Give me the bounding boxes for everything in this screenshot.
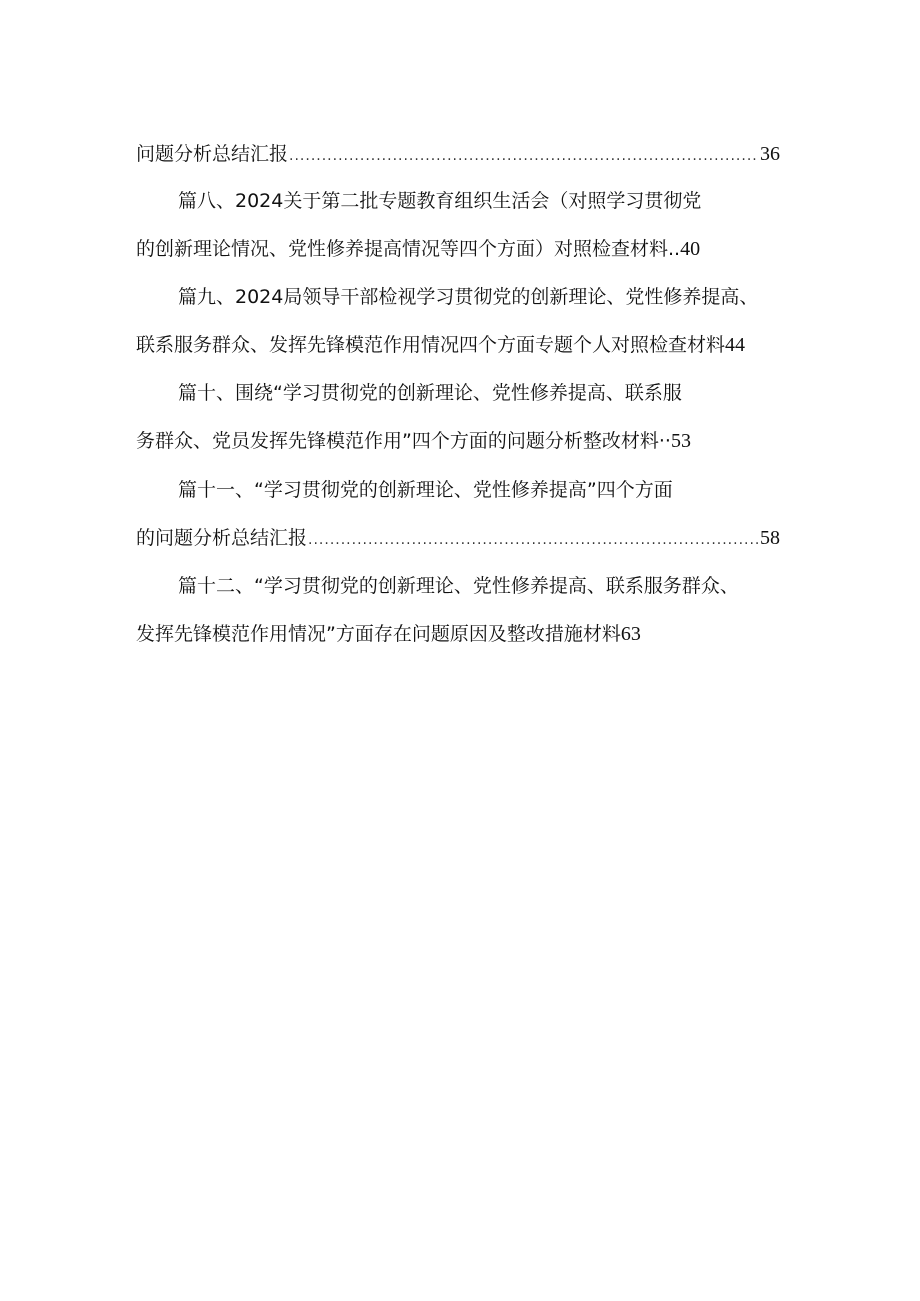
toc-entry-title-cont: 联系服务群众、发挥先锋模范作用情况四个方面专题个人对照检查材料 (136, 334, 726, 356)
toc-entry-11-line1[interactable] (178, 475, 780, 505)
toc-entry-10-line2[interactable] (136, 426, 780, 456)
toc-entry-8-line2[interactable] (136, 234, 780, 264)
toc-entry-9-line2[interactable] (136, 330, 780, 360)
toc-page-number: 36 (760, 143, 780, 165)
toc-entry-title: 篇八、2024关于第二批专题教育组织生活会（对照学习贯彻党 (178, 190, 702, 212)
toc-entry-continuation[interactable] (136, 139, 780, 169)
toc-entry-title-cont: 的创新理论情况、党性修养提高情况等四个方面）对照检查材料.. (136, 238, 681, 260)
toc-leader-dots (308, 525, 759, 553)
toc-entry-title-cont: 的问题分析总结汇报 (136, 527, 308, 549)
toc-entry-title: 篇十二、“学习贯彻党的创新理论、党性修养提高、联系服务群众、 (178, 575, 739, 597)
toc-page-number: 53 (670, 430, 691, 452)
toc-entry-9-line1[interactable] (178, 282, 780, 312)
toc-entry-10-line1[interactable] (178, 378, 780, 408)
toc-page-number: 40 (680, 238, 701, 260)
toc-entry-12-line2[interactable] (136, 619, 780, 649)
toc-entry-12-line1[interactable] (178, 571, 780, 601)
toc-entry-title: 篇十、围绕“学习贯彻党的创新理论、党性修养提高、联系服 (178, 382, 682, 404)
toc-entry-title-cont: 发挥先锋模范作用情况”方面存在问题原因及整改措施材料 (136, 623, 621, 645)
toc-entry-title: 问题分析总结汇报 (136, 143, 289, 165)
toc-entry-title-cont: 务群众、党员发挥先锋模范作用”四个方面的问题分析整改材料·· (136, 430, 671, 452)
toc-entry-8-line1[interactable] (178, 186, 780, 216)
toc-entry-title: 篇十一、“学习贯彻党的创新理论、党性修养提高”四个方面 (178, 479, 673, 501)
toc-leader-dots (289, 141, 759, 169)
toc-page-number: 63 (620, 623, 641, 645)
toc-entry-11-line2[interactable] (136, 523, 780, 553)
toc-page-number: 58 (760, 527, 780, 549)
toc-page-number: 44 (725, 334, 746, 356)
toc-entry-title: 篇九、2024局领导干部检视学习贯彻党的创新理论、党性修养提高、 (178, 286, 759, 308)
